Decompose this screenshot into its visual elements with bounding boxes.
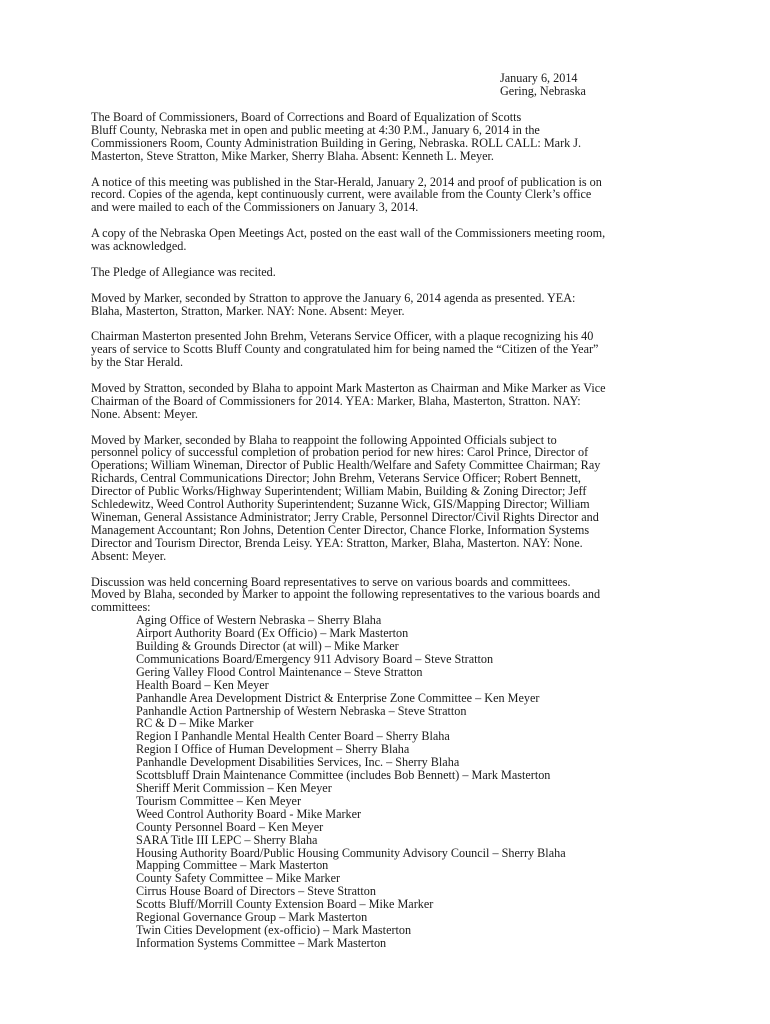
paragraph-line: None. Absent: Meyer.: [91, 406, 198, 421]
committee-item: Region I Panhandle Mental Health Center Board – Sherry Blaha: [136, 729, 450, 744]
committee-item: Weed Control Authority Board - Mike Marker: [136, 806, 362, 821]
paragraph-line: Absent: Meyer.: [91, 548, 167, 563]
discussion-line: Moved by Blaha, seconded by Marker to appoint the following representatives to the various boards and: [91, 587, 601, 602]
paragraph-line: Moved by Marker, seconded by Stratton to approve the January 6, 2014 agenda as presented. YEA:: [91, 290, 576, 305]
discussion-paragraph: [91, 576, 696, 950]
paragraph-line: Management Accountant; Ron Johns, Detention Center Director, Chance Florke, Information Systems: [91, 522, 590, 537]
committee-item: County Personnel Board – Ken Meyer: [136, 819, 324, 834]
committee-item: Panhandle Action Partnership of Western Nebraska – Steve Stratton: [136, 703, 467, 718]
paragraph-line: was acknowledged.: [91, 239, 187, 254]
paragraph: [91, 330, 696, 369]
committee-item: Scottsbluff Drain Maintenance Committee (includes Bob Bennett) – Mark Masterton: [136, 768, 551, 783]
paragraph: [91, 266, 696, 279]
discussion-line: Discussion was held concerning Board representatives to serve on various boards and committees.: [91, 574, 571, 589]
committee-item: Panhandle Area Development District & Enterprise Zone Committee – Ken Meyer: [136, 690, 540, 705]
meeting-date: January 6, 2014: [500, 71, 578, 85]
paragraph: [91, 434, 696, 563]
paragraph-line: Director and Tourism Director, Brenda Leisy. YEA: Stratton, Marker, Blaha, Masterton. NAY: None.: [91, 535, 583, 550]
committee-item: Housing Authority Board/Public Housing Community Advisory Council – Sherry Blaha: [136, 845, 566, 860]
committee-item: Mapping Committee – Mark Masterton: [136, 858, 329, 873]
committee-item: Twin Cities Development (ex-officio) – Mark Masterton: [136, 922, 412, 937]
committee-item: Health Board – Ken Meyer: [136, 677, 269, 692]
paragraph-line: Richards, Central Communications Director; John Brehm, Veterans Service Officer; Robert Bennett,: [91, 471, 581, 486]
paragraph-line: Masterton, Steve Stratton, Mike Marker, Sherry Blaha. Absent: Kenneth L. Meyer.: [91, 148, 494, 163]
paragraphs: [91, 111, 696, 563]
paragraph-line: Chairman Masterton presented John Brehm, Veterans Service Officer, with a plaque recognizing his 40: [91, 329, 594, 344]
paragraph-line: record. Copies of the agenda, kept continuously current, were available from the County Clerk’s office: [91, 187, 592, 202]
paragraph-line: and were mailed to each of the Commissioners on January 3, 2014.: [91, 200, 419, 215]
committee-item: County Safety Committee – Mike Marker: [136, 871, 341, 886]
committee-item: Regional Governance Group – Mark Masterton: [136, 910, 368, 925]
paragraph-line: A notice of this meeting was published in the Star-Herald, January 2, 2014 and proof of publication is on: [91, 174, 602, 189]
committee-item: Region I Office of Human Development – Sherry Blaha: [136, 742, 410, 757]
paragraph-line: Moved by Marker, seconded by Blaha to reappoint the following Appointed Officials subject to: [91, 432, 557, 447]
committee-item: Panhandle Development Disabilities Services, Inc. – Sherry Blaha: [136, 755, 460, 770]
paragraph: [91, 292, 696, 318]
committee-item: Building & Grounds Director (at will) – Mike Marker: [136, 639, 399, 654]
paragraph: [91, 111, 696, 163]
paragraph-line: Bluff County, Nebraska met in open and public meeting at 4:30 P.M., January 6, 2014 in the: [91, 122, 540, 137]
committee-item: Communications Board/Emergency 911 Advisory Board – Steve Stratton: [136, 651, 494, 666]
committee-item: Airport Authority Board (Ex Officio) – Mark Masterton: [136, 626, 409, 641]
paragraph-line: Wineman, General Assistance Administrator; Jerry Crable, Personnel Director/Civil Rights Director and: [91, 509, 599, 524]
paragraph-line: Moved by Stratton, seconded by Blaha to appoint Mark Masterton as Chairman and Mike Marker as Vice: [91, 380, 606, 395]
paragraph: [91, 382, 696, 421]
committee-item: Tourism Committee – Ken Meyer: [136, 793, 302, 808]
committee-item: Sheriff Merit Commission – Ken Meyer: [136, 781, 332, 795]
committee-item: Information Systems Committee – Mark Masterton: [136, 935, 387, 950]
paragraph-line: Commissioners Room, County Administration Building in Gering, Nebraska. ROLL CALL: Mark J.: [91, 135, 582, 150]
committee-item: Cirrus House Board of Directors – Steve Stratton: [136, 884, 376, 899]
discussion-line: committees:: [91, 600, 151, 615]
paragraph-line: A copy of the Nebraska Open Meetings Act, posted on the east wall of the Commissioners meeting room,: [91, 226, 606, 241]
paragraph-line: Director of Public Works/Highway Superintendent; William Mabin, Building & Zoning Director; Jeff: [91, 484, 587, 499]
paragraph: [91, 227, 696, 253]
paragraph: [91, 176, 696, 215]
paragraph-line: by the Star Herald.: [91, 355, 184, 370]
committee-item: Aging Office of Western Nebraska – Sherry Blaha: [136, 613, 382, 628]
date-block: [500, 72, 586, 98]
paragraph-line: Blaha, Masterton, Stratton, Marker. NAY: None. Absent: Meyer.: [91, 303, 405, 318]
committee-item: RC & D – Mike Marker: [136, 716, 254, 731]
paragraph-line: years of service to Scotts Bluff County and congratulated him for being named the “Citizen of the Year”: [91, 342, 599, 357]
minutes-body: [91, 111, 696, 963]
paragraph-line: Operations; William Wineman, Director of Public Health/Welfare and Safety Committee Chairman; Ray: [91, 458, 601, 473]
committee-item: Scotts Bluff/Morrill County Extension Board – Mike Marker: [136, 897, 434, 912]
paragraph-line: personnel policy of successful completion of probation period for new hires: Carol Prince, Director of: [91, 445, 589, 460]
committee-item: Gering Valley Flood Control Maintenance – Steve Stratton: [136, 664, 423, 679]
paragraph-line: The Pledge of Allegiance was recited.: [91, 264, 276, 279]
meeting-location: Gering, Nebraska: [500, 83, 586, 98]
paragraph-line: The Board of Commissioners, Board of Corrections and Board of Equalization of Scotts: [91, 110, 522, 124]
paragraph-line: Schledewitz, Weed Control Authority Superintendent; Suzanne Wick, GIS/Mapping Director; William: [91, 497, 590, 512]
committee-list: [91, 614, 696, 950]
committee-item: SARA Title III LEPC – Sherry Blaha: [136, 832, 318, 847]
paragraph-line: Chairman of the Board of Commissioners for 2014. YEA: Marker, Blaha, Masterton, Stratton. NAY:: [91, 393, 581, 408]
